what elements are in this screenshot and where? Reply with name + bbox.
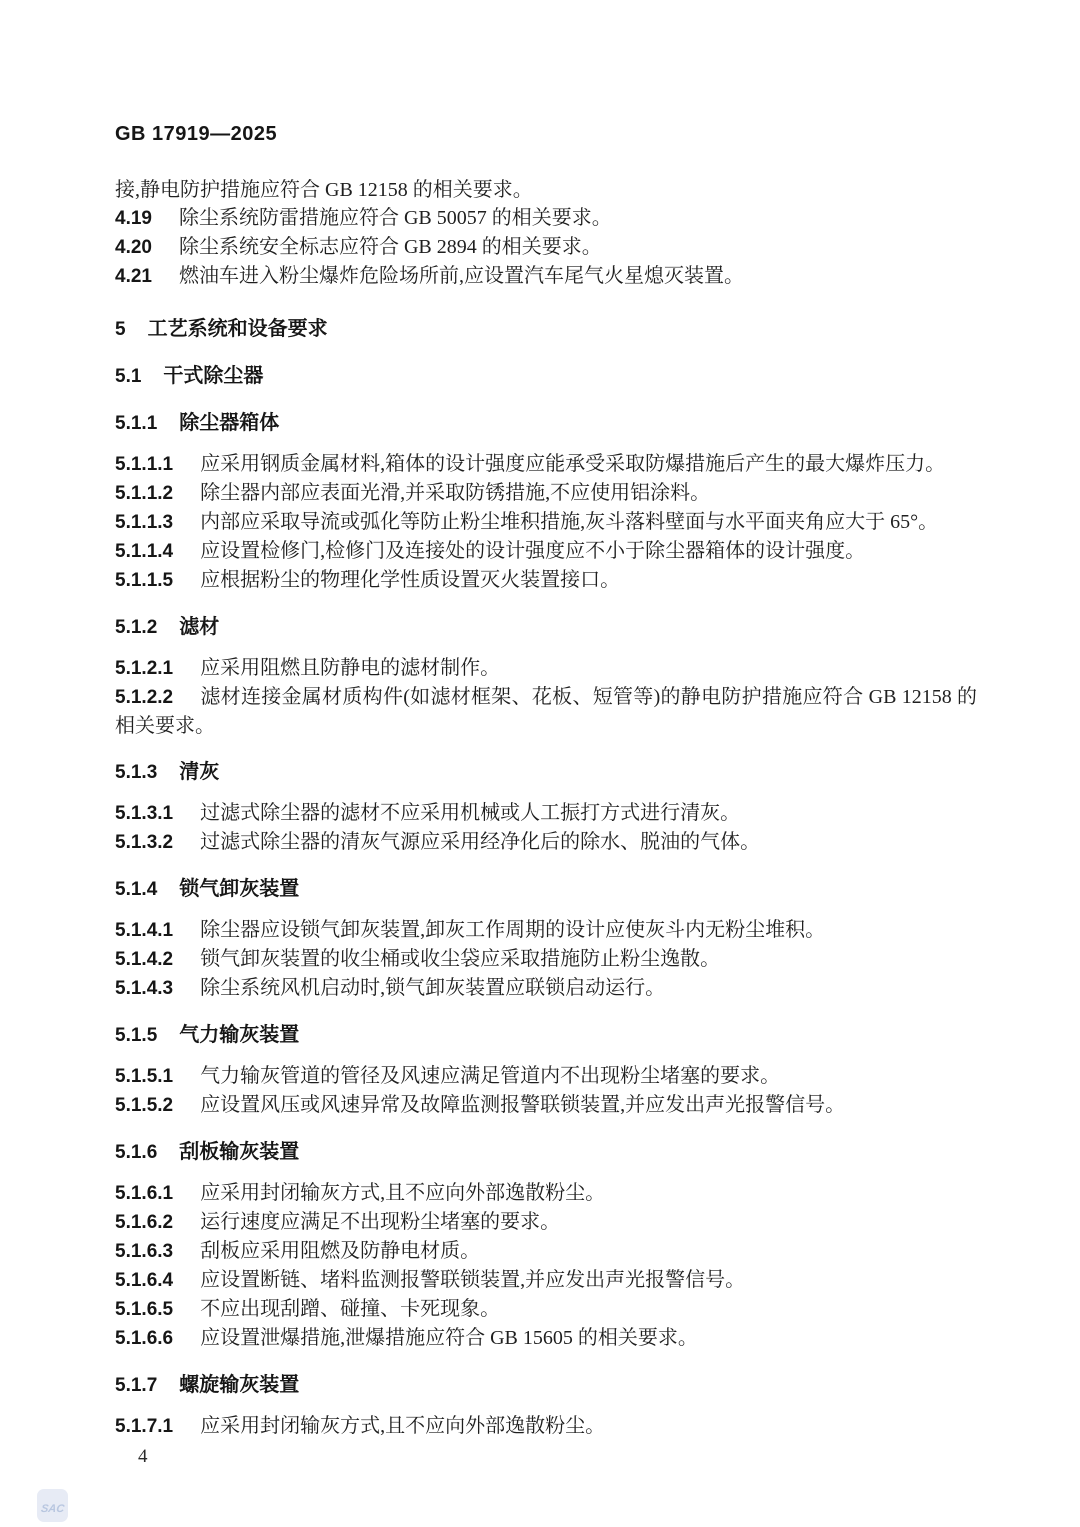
clause-text: 应采用钢质金属材料,箱体的设计强度应能承受采取防爆措施后产生的最大爆炸压力。 <box>200 453 946 475</box>
clause-number: 5.1.4.2 <box>115 949 174 970</box>
clause-number: 5 <box>115 319 126 340</box>
clause-paragraph <box>115 1237 977 1266</box>
clause-number: 5.1.6.3 <box>115 1241 174 1262</box>
clause-text: 应设置泄爆措施,泄爆措施应符合 GB 15605 的相关要求。 <box>200 1327 698 1349</box>
clause-paragraph <box>115 916 977 945</box>
clause-text: 气力输灰装置 <box>179 1024 300 1046</box>
clause-paragraph <box>115 1295 977 1324</box>
clause-paragraph <box>115 204 977 233</box>
clause-number: 5.1.5 <box>115 1025 158 1046</box>
clause-number: 5.1.6.4 <box>115 1270 174 1291</box>
clause-text: 干式除尘器 <box>163 365 264 387</box>
clause-paragraph <box>115 974 977 1003</box>
clause-number: 5.1.7.1 <box>115 1416 174 1437</box>
clause-text: 滤材 <box>179 616 220 638</box>
clause-text: 滤材连接金属材质构件(如滤材框架、花板、短管等)的静电防护措施应符合 GB 12158 的相关要求。 <box>115 686 977 737</box>
clause-text: 除尘器箱体 <box>179 412 280 434</box>
clause-paragraph <box>115 450 977 479</box>
clause-text: 螺旋输灰装置 <box>179 1374 300 1396</box>
clause-text: 过滤式除尘器的清灰气源应采用经净化后的除水、脱油的气体。 <box>200 831 761 853</box>
section-heading <box>115 409 977 438</box>
clause-number: 5.1.1.1 <box>115 454 174 475</box>
clause-paragraph <box>115 799 977 828</box>
clause-text: 除尘系统风机启动时,锁气卸灰装置应联锁启动运行。 <box>200 977 666 999</box>
clause-number: 5.1.7 <box>115 1375 158 1396</box>
clause-text: 清灰 <box>179 761 220 783</box>
clause-paragraph <box>115 1062 977 1091</box>
clause-text: 应采用封闭输灰方式,且不应向外部逸散粉尘。 <box>200 1182 606 1204</box>
clause-text: 除尘系统防雷措施应符合 GB 50057 的相关要求。 <box>178 207 612 229</box>
clause-text: 除尘系统安全标志应符合 GB 2894 的相关要求。 <box>178 236 602 258</box>
section-heading <box>115 758 977 787</box>
section-heading <box>115 362 977 391</box>
clause-text: 燃油车进入粉尘爆炸危险场所前,应设置汽车尾气火星熄灭装置。 <box>178 265 744 287</box>
clause-number: 5.1.4.1 <box>115 920 174 941</box>
clause-paragraph <box>115 479 977 508</box>
clause-paragraph <box>115 828 977 857</box>
standard-number-header: GB 17919—2025 <box>115 123 278 145</box>
clause-number: 5.1.2.1 <box>115 658 174 679</box>
clause-number: 4.19 <box>115 208 152 229</box>
clause-text: 应根据粉尘的物理化学性质设置灭火装置接口。 <box>200 569 621 591</box>
clause-text: 内部应采取导流或弧化等防止粉尘堆积措施,灰斗落料壁面与水平面夹角应大于 65°。 <box>200 511 939 533</box>
clauses <box>115 176 977 1441</box>
section-heading <box>115 1021 977 1050</box>
section-heading <box>115 315 977 344</box>
clause-number: 5.1.4.3 <box>115 978 174 999</box>
clause-number: 4.20 <box>115 237 152 258</box>
clause-text: 锁气卸灰装置 <box>179 878 300 900</box>
clause-number: 5.1.1.4 <box>115 541 174 562</box>
clause-paragraph <box>115 1412 977 1441</box>
clause-paragraph <box>115 1208 977 1237</box>
clause-paragraph <box>115 233 977 262</box>
clause-text: 除尘器内部应表面光滑,并采取防锈措施,不应使用铝涂料。 <box>200 482 711 504</box>
clause-paragraph <box>115 1266 977 1295</box>
section-heading <box>115 1138 977 1167</box>
clause-paragraph <box>115 566 977 595</box>
clause-paragraph <box>115 654 977 683</box>
clause-paragraph <box>115 683 977 740</box>
section-heading <box>115 613 977 642</box>
clause-number: 4.21 <box>115 266 152 287</box>
clause-paragraph <box>115 1091 977 1120</box>
clause-paragraph <box>115 945 977 974</box>
clause-text: 工艺系统和设备要求 <box>147 318 328 340</box>
clause-number: 5.1.5.1 <box>115 1066 174 1087</box>
clause-paragraph <box>115 1179 977 1208</box>
clause-number: 5.1.1.5 <box>115 570 174 591</box>
clause-number: 5.1.3.2 <box>115 832 174 853</box>
section-heading <box>115 875 977 904</box>
clause-number: 5.1.6 <box>115 1142 158 1163</box>
sac-logo-label: SAC <box>40 1502 65 1515</box>
clause-number: 5.1.1 <box>115 413 158 434</box>
clause-text: 应设置风压或风速异常及故障监测报警联锁装置,并应发出声光报警信号。 <box>200 1094 846 1116</box>
clause-text: 除尘器应设锁气卸灰装置,卸灰工作周期的设计应使灰斗内无粉尘堆积。 <box>200 919 826 941</box>
clause-text: 应设置断链、堵料监测报警联锁装置,并应发出声光报警信号。 <box>200 1269 746 1291</box>
clause-number: 5.1.1.2 <box>115 483 174 504</box>
clause-paragraph <box>115 262 977 291</box>
clause-text: 锁气卸灰装置的收尘桶或收尘袋应采取措施防止粉尘逸散。 <box>200 948 721 970</box>
clause-number: 5.1.1.3 <box>115 512 174 533</box>
page-number: 4 <box>138 1446 148 1467</box>
clause-number: 5.1.2.2 <box>115 687 174 708</box>
clause-text: 应采用封闭输灰方式,且不应向外部逸散粉尘。 <box>200 1415 606 1437</box>
clause-text: 过滤式除尘器的滤材不应采用机械或人工振打方式进行清灰。 <box>200 802 741 824</box>
clause-text: 气力输灰管道的管径及风速应满足管道内不出现粉尘堵塞的要求。 <box>200 1065 781 1087</box>
clause-number: 5.1.6.1 <box>115 1183 174 1204</box>
clause-paragraph <box>115 1324 977 1353</box>
clause-paragraph <box>115 176 977 204</box>
clause-number: 5.1.2 <box>115 617 158 638</box>
clause-text: 刮板输灰装置 <box>179 1141 300 1163</box>
clause-text: 不应出现刮蹭、碰撞、卡死现象。 <box>200 1298 501 1320</box>
clause-number: 5.1.6.5 <box>115 1299 174 1320</box>
clause-number: 5.1.4 <box>115 879 158 900</box>
clause-paragraph <box>115 508 977 537</box>
clause-text: 接,静电防护措施应符合 GB 12158 的相关要求。 <box>115 179 533 201</box>
clause-number: 5.1.3 <box>115 762 158 783</box>
section-heading <box>115 1371 977 1400</box>
clause-number: 5.1.5.2 <box>115 1095 174 1116</box>
clause-text: 应设置检修门,检修门及连接处的设计强度应不小于除尘器箱体的设计强度。 <box>200 540 866 562</box>
clause-text: 应采用阻燃且防静电的滤材制作。 <box>200 657 501 679</box>
clause-text: 刮板应采用阻燃及防静电材质。 <box>200 1240 481 1262</box>
clause-text: 运行速度应满足不出现粉尘堵塞的要求。 <box>200 1211 561 1233</box>
clause-number: 5.1.3.1 <box>115 803 174 824</box>
clause-number: 5.1.6.2 <box>115 1212 174 1233</box>
sac-logo-watermark <box>37 1489 68 1522</box>
clause-number: 5.1.6.6 <box>115 1328 174 1349</box>
clause-paragraph <box>115 537 977 566</box>
clause-number: 5.1 <box>115 366 142 387</box>
